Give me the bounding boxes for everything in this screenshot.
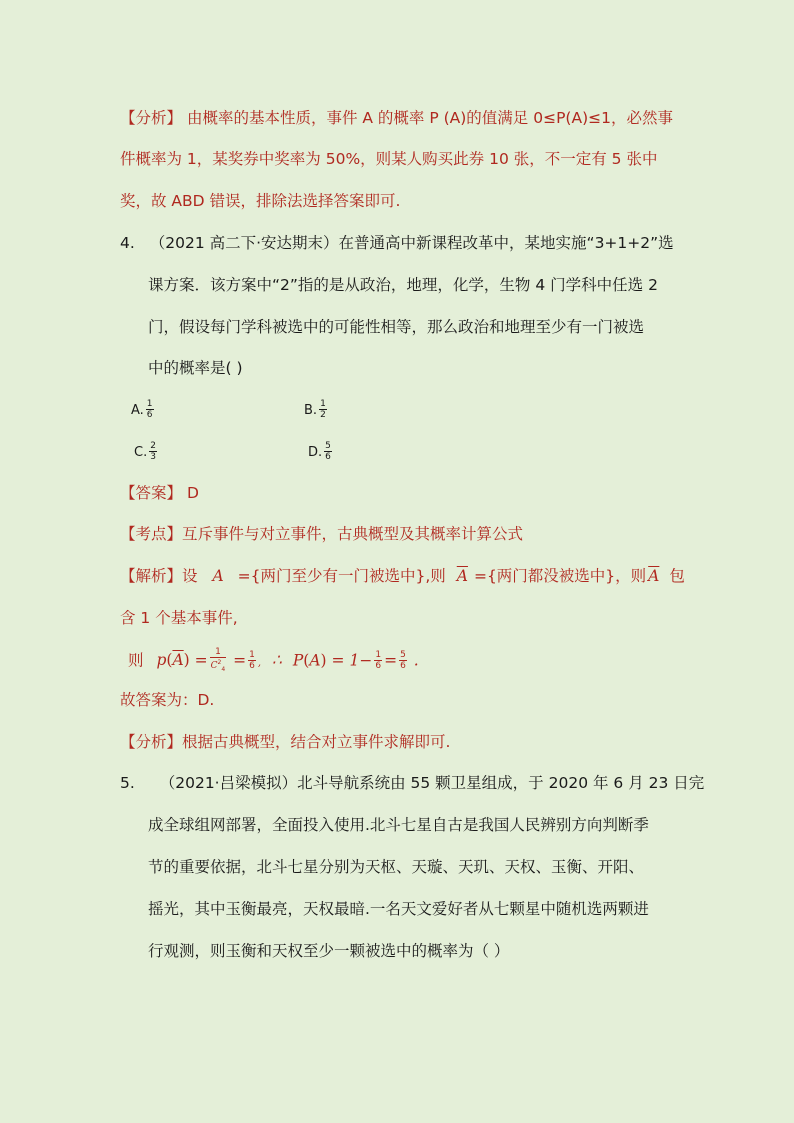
result-line: 故答案为：D. (120, 691, 215, 709)
formula-fraction-4: $\frac{5}{6}$ (400, 650, 406, 672)
formula-one: 1 (349, 651, 360, 670)
answer-line (120, 483, 199, 503)
formula-P-A: P(A) (292, 651, 327, 670)
question-5-line-4: 摇光，其中玉衡最亮，天权最暗.一名天文爱好者从七颗星中随机选两颗进 (148, 900, 649, 918)
option-c-fraction: $\frac{2}{3}$ (150, 441, 156, 462)
question-5-line-5: 行观测，则玉衡和天权至少一颗被选中的概率为（ ） (148, 942, 510, 960)
option-c[interactable] (134, 441, 159, 463)
formula-line: 则 $p(\overline{A})$ = $\frac{1}{C^2_4}$ = $\frac{1}{6}$ , ∴ P(A) = 1− $\frac{1}{6}$ = $\frac{5}{6}$ . (128, 647, 419, 673)
answer-value: D (182, 484, 199, 502)
question-4-line-3: 门，假设每门学科被选中的可能性相等，那么政治和地理至少有一门被选 (148, 318, 645, 336)
jiexi-tag: 【解析】 (120, 567, 183, 585)
question-4-number: 4. (120, 234, 135, 252)
formula-therefore: ∴ (272, 651, 282, 670)
question-4-line-4: 中的概率是( ) (148, 359, 243, 377)
prev-analysis-line-2: 件概率为 1，某奖券中奖率为 50%，则某人购买此券 10 张，不一定有 5 张中 (120, 150, 658, 168)
question-4-text: （2021 高二下·安达期末）在普通高中新课程改革中，某地实施“3+1+2”选 (149, 234, 674, 252)
fenxi-line (120, 732, 450, 752)
jiexi-bao: 包 (669, 567, 685, 585)
option-a-fraction: $\frac{1}{6}$ (146, 399, 153, 420)
jiexi-mid-2: ={两门都没被选中}，则 (473, 567, 647, 585)
option-a[interactable] (131, 399, 156, 421)
option-d-fraction: $\frac{5}{6}$ (325, 441, 331, 462)
jiexi-line-2: 含 1 个基本事件, (120, 609, 238, 627)
formula-fraction-3: $\frac{1}{6}$ (375, 650, 382, 672)
answer-tag: 【答案】 (120, 484, 183, 502)
jiexi-event-a-bar: $\overline{A}$ (456, 567, 468, 585)
question-5-line-3: 节的重要依据，北斗七星分别为天枢、天璇、天玑、天权、玉衡、开阳、 (148, 858, 645, 876)
jiexi-mid-1: ={两门至少有一门被选中},则 (237, 567, 446, 585)
kaodian-text: 互斥事件与对立事件，古典概型及其概率计算公式 (182, 525, 524, 543)
question-5-line-1 (120, 773, 704, 793)
jiexi-she: 设 (182, 567, 198, 585)
question-5-line-2: 成全球组网部署，全面投入使用.北斗七星自古是我国人民辨别方向判断季 (148, 816, 649, 834)
option-c-label: C. (134, 445, 148, 460)
question-4-line-2: 课方案．该方案中“2”指的是从政治，地理，化学，生物 4 门学科中任选 2 (148, 276, 658, 294)
fenxi-tag: 【分析】 (120, 733, 183, 751)
option-d[interactable] (308, 441, 334, 463)
option-d-label: D. (308, 445, 323, 460)
jiexi-event-a-bar-2: $\overline{A}$ (648, 567, 660, 585)
option-b-fraction: $\frac{1}{2}$ (320, 399, 326, 420)
prev-analysis-line-1 (120, 108, 673, 128)
question-5-text: （2021·吕梁模拟）北斗导航系统由 55 颗卫星组成，于 2020 年 6 月 23 日完 (159, 774, 705, 792)
jiexi-line-1 (120, 566, 685, 586)
question-5-number: 5. (120, 774, 135, 792)
question-4-line-1 (120, 233, 674, 253)
option-a-label: A. (131, 403, 144, 418)
formula-fraction-1: $\frac{1}{C^2_4}$ (210, 647, 226, 673)
analysis-text: 由概率的基本性质，事件 A 的概率 P (A)的值满足 0≤P(A)≤1，必然事 (182, 109, 673, 127)
formula-p: $p(\overline{A})$ (156, 651, 190, 670)
formula-fraction-2: $\frac{1}{6}$ (249, 650, 255, 672)
prev-analysis-line-3: 奖，故 ABD 错误，排除法选择答案即可. (120, 192, 401, 210)
option-b[interactable] (304, 399, 329, 421)
analysis-tag: 【分析】 (120, 109, 183, 127)
jiexi-event-a: A (212, 567, 224, 585)
option-b-label: B. (304, 403, 318, 418)
kaodian-line (120, 524, 523, 544)
formula-ze: 则 (128, 651, 144, 670)
fenxi-text: 根据古典概型，结合对立事件求解即可. (182, 733, 451, 751)
kaodian-tag: 【考点】 (120, 525, 183, 543)
